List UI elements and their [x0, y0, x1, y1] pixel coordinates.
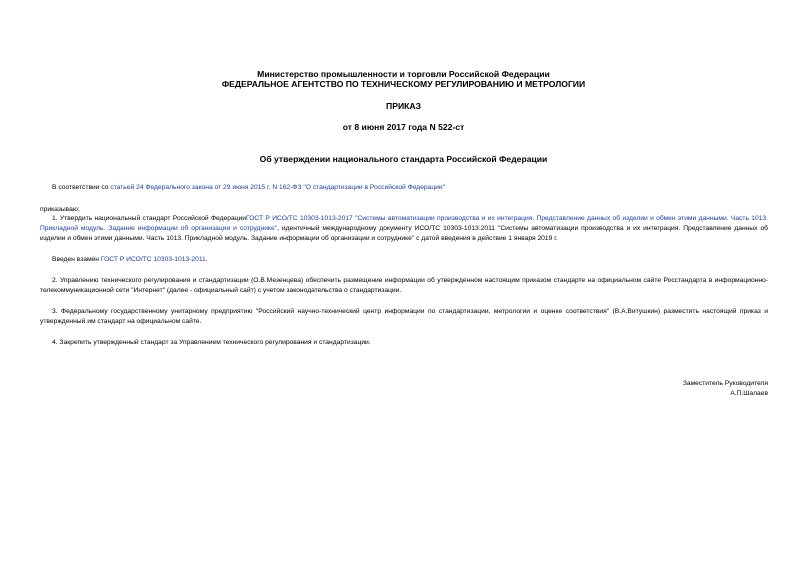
- item-1-suffix: , идентичный международному документу ИСО/ТС 10303-1013:2011 "Системы автоматизации производства и их интеграция. Представление данных об изделии и обмен этими данными. Часть 1013. Прикладной модуль. Задание информации об организации и сотруднике" с датой введения в действие 1 января 2019 г.: [40, 225, 769, 242]
- document-type: ПРИКАЗ: [386, 101, 421, 111]
- item-2: 2. Управлению технического регулирования и стандартизации (О.В.Мезенцева) обеспечить размещение информации об утвержденном настоящим приказом стандарте на официальном сайте Росстандарта в информационно-телекоммуникационной сети "Интернет" (далее - официальный сайт) с учетом законодательства о стандартизации.: [40, 277, 768, 294]
- replaced-prefix: Введен взамен: [52, 256, 101, 263]
- item-1: [40, 214, 768, 244]
- replaced-suffix: .: [205, 256, 208, 263]
- replaced-note: [40, 255, 768, 265]
- preamble: [40, 183, 768, 193]
- item-3: 3. Федеральному государственному унитарному предприятию "Российский научно-технический центр информации по стандартизации, метрологии и оценке соответствия" (В.А.Витушкин) разместить настоящий приказ и утвержденный им стандарт на официальном сайте.: [40, 308, 768, 325]
- gost-2017-link[interactable]: ГОСТ Р ИСО/ТС 10303-1013-2017 "Системы автоматизации производства и их интеграция. Представление данных об изделии и обмен этими данными. Часть 1013. Прикладной модуль. Задание информации об организации и сотруднике": [40, 215, 768, 232]
- signatory-name: А.П.Шалаев: [730, 390, 768, 397]
- ministry-name: Министерство промышленности и торговли Российской Федерации: [257, 69, 550, 79]
- document-date-number: от 8 июня 2017 года N 522-ст: [342, 122, 465, 132]
- law-link[interactable]: статьей 24 Федерального закона от 29 июня 2015 г. N 162-ФЗ "О стандартизации в Российской Федерации": [110, 184, 446, 191]
- document-title: Об утверждении национального стандарта Российской Федерации: [259, 154, 548, 164]
- gost-2011-link[interactable]: ГОСТ Р ИСО/ТС 10303-1013-2011: [100, 256, 206, 263]
- item-4: 4. Закрепить утвержденный стандарт за Управлением технического регулирования и стандартизации.: [52, 339, 371, 346]
- order-word: приказываю:: [40, 206, 80, 213]
- signatory-position: Заместитель Руководителя: [682, 380, 768, 387]
- preamble-prefix: В соответствии со: [52, 184, 111, 191]
- agency-name: ФЕДЕРАЛЬНОЕ АГЕНТСТВО ПО ТЕХНИЧЕСКОМУ РЕГУЛИРОВАНИЮ И МЕТРОЛОГИИ: [221, 79, 586, 89]
- item-1-prefix: 1. Утвердить национальный стандарт Российской Федерации: [52, 215, 246, 222]
